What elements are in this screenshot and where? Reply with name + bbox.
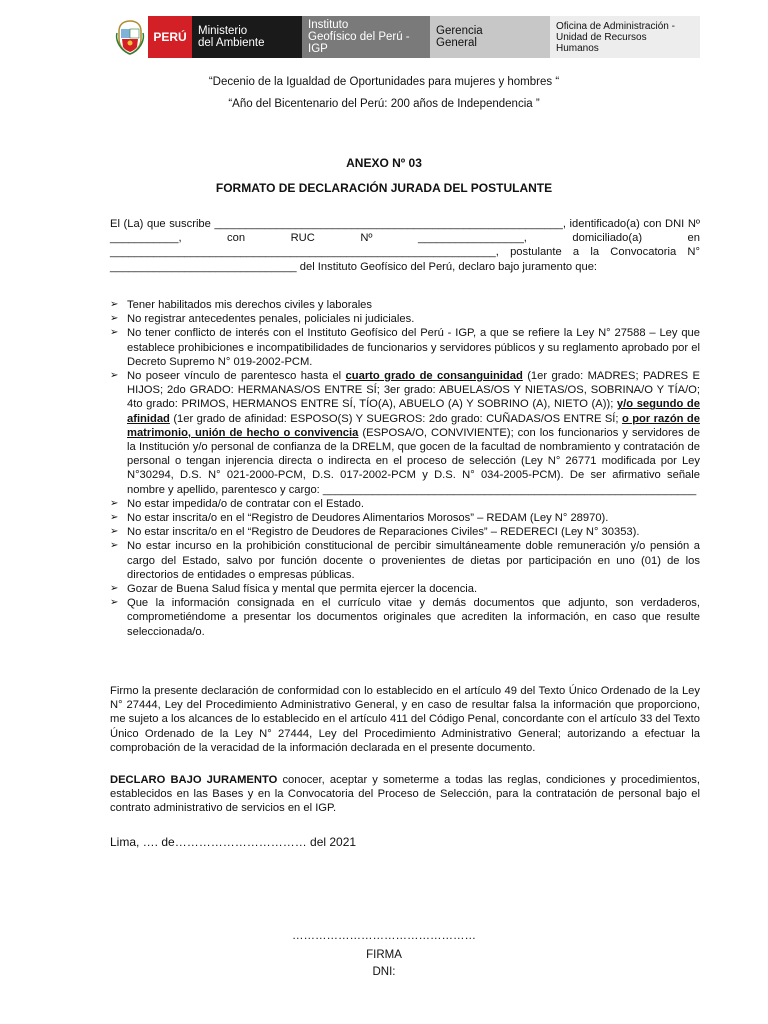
list-item: ➢ No registrar antecedentes penales, policiales ni judiciales. (110, 313, 415, 326)
arrow-bullet-icon: ➢ (110, 583, 119, 595)
institute-label: Instituto Geofísico del Perú - IGP (302, 16, 430, 58)
form-title: FORMATO DE DECLARACIÓN JURADA DEL POSTULANTE (215, 181, 553, 195)
list-item: ➢ Que la información consignada en el currículo vitae y demás documentos que adjunto, son verdaderos, comprometiéndome a presentar los documentos originales que acrediten la información, en caso que resulte seleccionada/o. (110, 597, 700, 638)
motto-decade: “Decenio de la Igualdad de Oportunidades para mujeres y hombres “ (208, 76, 560, 88)
peru-coat-of-arms-icon (112, 16, 148, 58)
motto-year: “Año del Bicentenario del Perú: 200 años de Independencia ” (228, 98, 540, 110)
arrow-bullet-icon: ➢ (110, 540, 119, 552)
legal-paragraph: Firmo la presente declaración de conformidad con lo establecido en el artículo 49 del Texto Único Ordenado de la Ley N° 27444, Ley del Procedimiento Administrativo General, y en caso de resultar falsa la información que proporciono, me sujeto a los alcances de lo establecido en el artículo 411 del Código Penal, concordante con el artículo 33 del Texto Único Ordenado de la Ley N° 27444, Ley del Procedimiento Administrativo General; autorizando a efectuar la comprobación de la veracidad de la información declarada en el presente documento. (110, 685, 700, 754)
sworn-declaration-paragraph: DECLARO BAJO JURAMENTO conocer, aceptar y someterme a todas las reglas, condiciones y procedimientos, establecidos en las Bases y en la Convocatoria del Proceso de Selección, para la contratación de personal bajo el contrato administrativo de servicios en el IGP. (110, 774, 700, 815)
gerencia-label: Gerencia General (430, 16, 550, 58)
arrow-bullet-icon: ➢ (110, 370, 119, 382)
list-item: ➢ No estar inscrita/o en el “Registro de Deudores Alimentarios Morosos” – REDAM (Ley N° 28970). (110, 512, 609, 525)
institutional-header (112, 16, 700, 58)
arrow-bullet-icon: ➢ (110, 299, 119, 310)
office-label: Oficina de Administración - Unidad de Recursos Humanos (550, 16, 700, 58)
list-item: ➢ No estar inscrita/o en el “Registro de Deudores de Reparaciones Civiles” – REDERECI (Ley N° 30353). (110, 526, 640, 539)
arrow-bullet-icon: ➢ (110, 526, 119, 538)
list-item: ➢ No tener conflicto de interés con el Instituto Geofísico del Perú - IGP, a que se refiere la Ley N° 27588 – Ley que establece prohibiciones e incompatibilidades de funcionarios y servidores públicos y su reglamento aprobado por el Decreto Supremo N° 019-2002-PCM. (110, 327, 700, 368)
ministry-label: Ministerio del Ambiente (192, 16, 302, 58)
arrow-bullet-icon: ➢ (110, 512, 119, 524)
peru-brand: PERÚ (148, 16, 192, 58)
intro-paragraph: El (La) que suscribe ________________________________________________________, identificado(a) con DNI Nº ___________, con RUC Nº _________________, domiciliado(a) en ______________________________________________________________, postulante a la Convocatoria N° ______________________________ del Instituto Geofísico del Perú, declaro bajo juramento que: (110, 218, 700, 273)
arrow-bullet-icon: ➢ (110, 597, 119, 609)
list-item: ➢ No estar incurso en la prohibición constitucional de percibir simultáneamente doble remuneración y/o pensión a cargo del Estado, salvo por función docente o provenientes de dietas por participación en uno (01) de los directorios de entidades o empresas públicas. (110, 540, 700, 581)
list-item: ➢ No poseer vínculo de parentesco hasta el cuarto grado de consanguinidad (1er grado: MADRES; PADRES E HIJOS; 2do GRADO: HERMANAS/OS ENTRE SÍ; 3er grado: ABUELAS/OS Y NIETAS/OS, SOBRINA/O Y TÍA/O; 4to grado: PRIMOS, HERMANOS ENTRE SÍ, TÍO(A), ABUELO (A) Y SOBRINO (A), NIETO (A)); y/o segundo de afinidad (1er grado de afinidad: ESPOSO(S) Y SUEGROS: 2do grado: CUÑADAS/OS ENTRE SÍ; o por razón de matrimonio, unión de hecho o convivencia (ESPOSA/O, CONVIVIENTE); con los funcionarios y servidores de la Institución y/o personal de confianza de la DRELM, que gocen de la facultad de nombramiento y contratación de personal o tengan injerencia directa o indirecta en el proceso de selección (Ley N° 26771 modificada por Ley N°30294, D.S. N° 021-2000-PCM, D.S. 017-2002-PCM y D.S. N° 034-2005-PCM). De ser afirmativo señale nombre y apellido, parentesco y cargo: ____________________________________________________________ (110, 370, 700, 496)
dni-label: DNI: (372, 966, 396, 978)
arrow-bullet-icon: ➢ (110, 497, 119, 509)
signature-label: FIRMA (366, 949, 402, 961)
annex-number: ANEXO Nº 03 (346, 156, 422, 170)
list-item: ➢ Tener habilitados mis derechos civiles y laborales (110, 299, 372, 311)
signature-line: ………………………………………… (292, 930, 476, 942)
declaration-list (110, 298, 700, 639)
list-item: ➢ No estar impedida/o de contratar con el Estado. (110, 497, 364, 510)
arrow-bullet-icon: ➢ (110, 313, 119, 325)
arrow-bullet-icon: ➢ (110, 327, 119, 339)
date-line: Lima, …. de…………………………… del 2021 (110, 835, 357, 849)
declaration-list-container (110, 298, 700, 639)
list-item: ➢ Gozar de Buena Salud física y mental que permita ejercer la docencia. (110, 583, 478, 596)
